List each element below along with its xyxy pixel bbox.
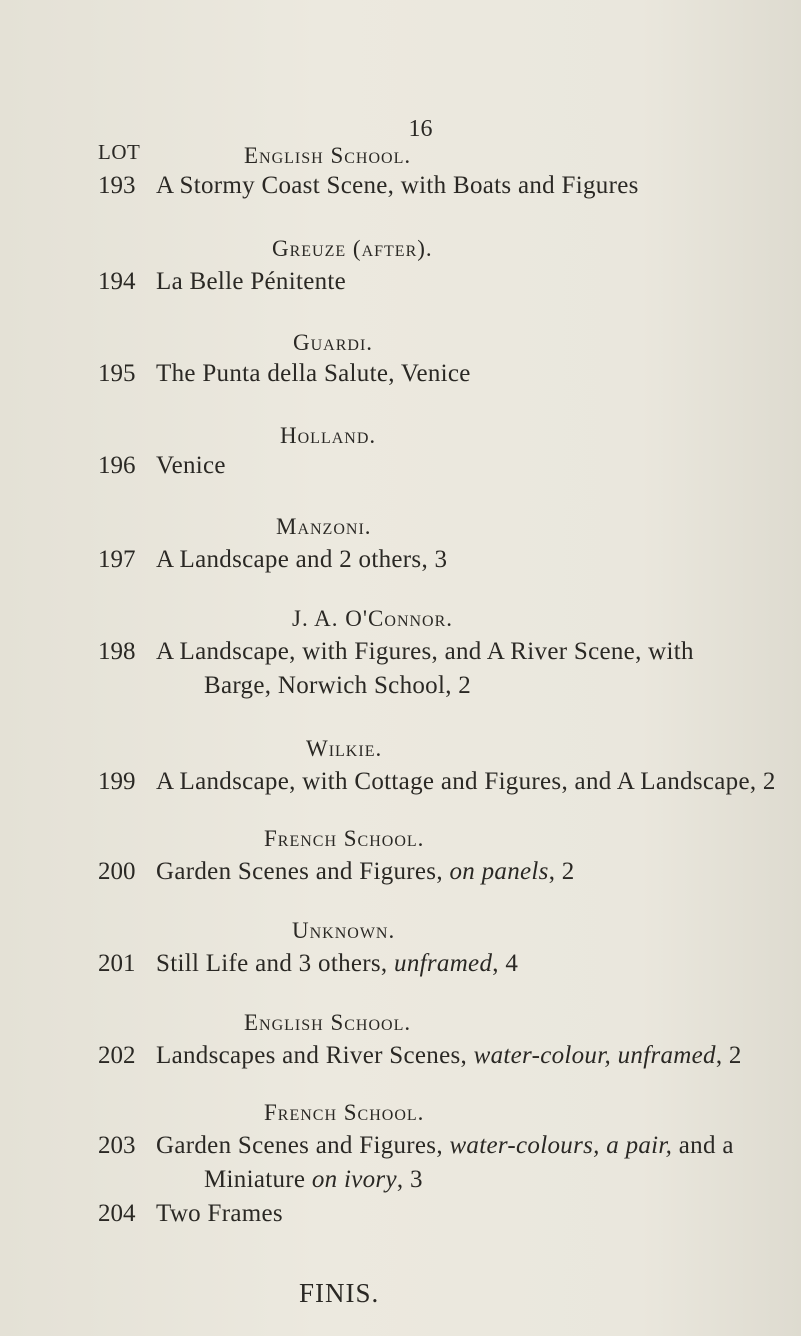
lot-description: A Landscape, with Figures, and A River Scene, with [156, 638, 694, 665]
lot-description-continued: Miniature on ivory, 3 [204, 1166, 423, 1193]
lot-description: Garden Scenes and Figures, on panels, 2 [156, 858, 575, 885]
lot-number: 204 [98, 1200, 136, 1227]
lot-number: 202 [98, 1042, 136, 1069]
artist-heading: French School. [264, 826, 425, 851]
lot-description: Garden Scenes and Figures, water-colours, a pair, and a [156, 1132, 734, 1159]
lot-description-continued: Barge, Norwich School, 2 [204, 672, 472, 699]
artist-heading: English School. [244, 1010, 412, 1035]
lot-description: The Punta della Salute, Venice [156, 360, 471, 387]
lot-number: 193 [98, 172, 136, 199]
lot-description: A Landscape, with Cottage and Figures, and A Landscape, 2 [156, 768, 776, 795]
artist-heading: Manzoni. [276, 514, 372, 539]
lot-number: 198 [98, 638, 136, 665]
artist-heading: Holland. [280, 423, 377, 448]
lot-number: 199 [98, 768, 136, 795]
artist-heading: Greuze (after). [272, 236, 433, 261]
lot-number: 195 [98, 360, 136, 387]
lot-description: A Landscape and 2 others, 3 [156, 546, 448, 573]
lot-number: 194 [98, 268, 136, 295]
lot-description: Two Frames [156, 1200, 283, 1227]
finis-text: FINIS. [299, 1278, 380, 1308]
lot-number: 200 [98, 858, 136, 885]
lot-column-heading: LOT [98, 140, 141, 164]
artist-heading: J. A. O'Connor. [292, 606, 454, 631]
lot-number: 196 [98, 452, 136, 479]
lot-number: 197 [98, 546, 136, 573]
artist-heading: Wilkie. [306, 736, 383, 761]
lot-description: La Belle Pénitente [156, 268, 347, 295]
page-number: 16 [408, 116, 433, 142]
artist-heading: English School. [244, 143, 412, 168]
lot-description: Still Life and 3 others, unframed, 4 [156, 950, 519, 977]
artist-heading: French School. [264, 1100, 425, 1125]
artist-heading: Unknown. [292, 918, 396, 943]
lot-description: A Stormy Coast Scene, with Boats and Figures [156, 172, 639, 199]
lot-description: Landscapes and River Scenes, water-colour, unframed, 2 [156, 1042, 742, 1069]
lot-description: Venice [156, 452, 226, 479]
lot-number: 201 [98, 950, 136, 977]
lot-number: 203 [98, 1132, 136, 1159]
artist-heading: Guardi. [293, 330, 374, 355]
